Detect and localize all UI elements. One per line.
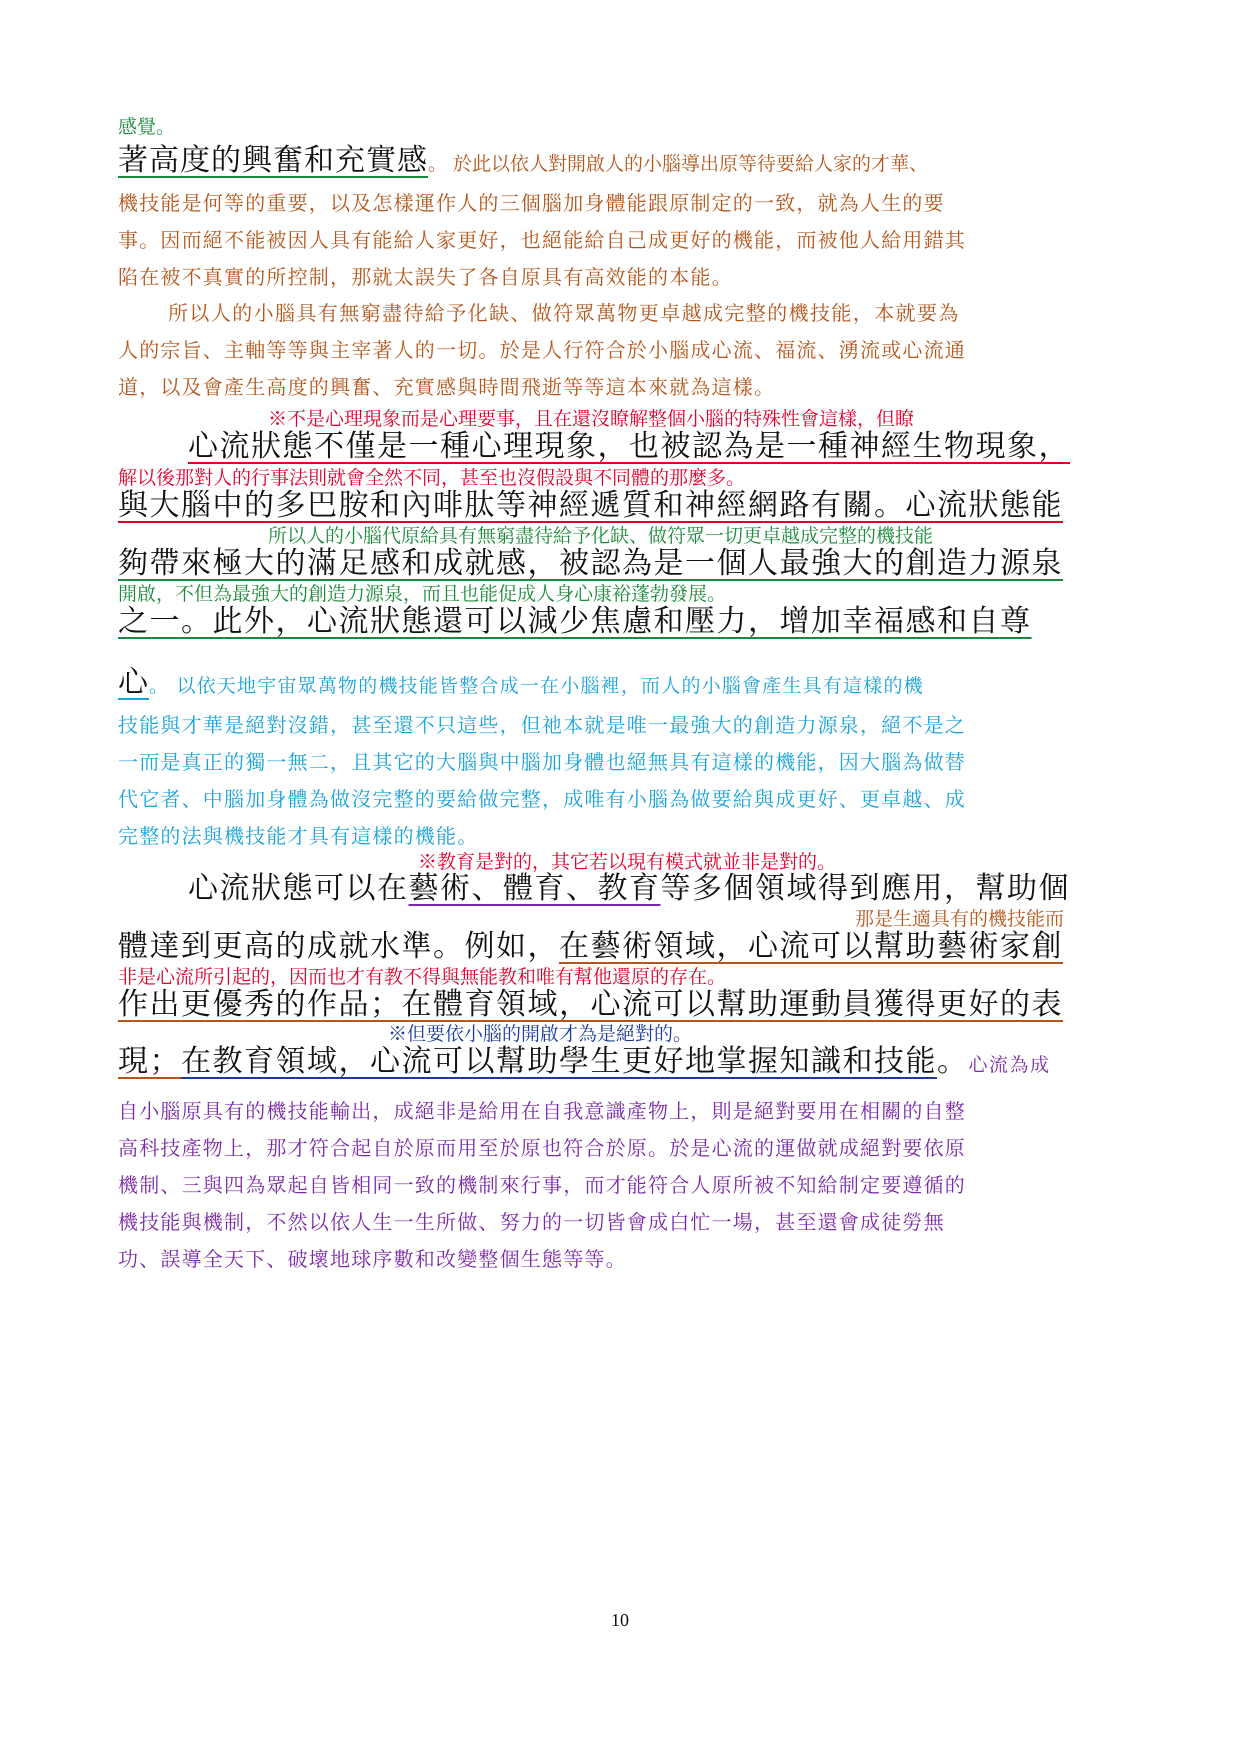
emphasis-line: 與大腦中的多巴胺和內啡肽等神經遞質和神經網路有關。心流狀態能 xyxy=(118,488,1063,523)
emphasis-line: 夠帶來極大的滿足感和成就感，被認為是一個人最強大的創造力源泉 xyxy=(118,546,1063,581)
text-line: 技能與才華是絕對沒錯，甚至還不只這些，但祂本就是唯一最強大的創造力源泉，絕不是之 xyxy=(118,713,966,737)
emphasis-line xyxy=(118,929,1063,964)
emphasis-text: 著高度的興奮和充實感 xyxy=(118,143,428,178)
annotation-note: ※不是心理現象而是心理要事，且在還沒瞭解整個小腦的特殊性會這樣，但瞭 xyxy=(268,408,915,430)
annotation-note: 非是心流所引起的，因而也才有教不得與無能教和唯有幫他還原的存在。 xyxy=(118,966,727,988)
text-line xyxy=(118,143,929,178)
annotation-note: ※教育是對的，其它若以現有模式就並非是對的。 xyxy=(418,851,837,873)
emphasis-line xyxy=(118,1044,1051,1079)
text-line: 代它者、中腦加身體為做沒完整的要給做完整，成唯有小腦為做要給與成更好、更卓越、成 xyxy=(118,787,966,811)
emphasis-text: 心 xyxy=(118,665,149,700)
text-line: 功、誤導全天下、破壞地球序數和改變整個生態等等。 xyxy=(118,1247,627,1271)
body-text: 。 於此以依人對開啟人的小腦導出原等待要給人家的才華、 xyxy=(428,153,929,175)
text-line: 道，以及會產生高度的興奮、充實感與時間飛逝等等這本來就為這樣。 xyxy=(118,375,776,399)
emphasis-text: 體達到更高的成就水準。例如， xyxy=(118,929,559,964)
text-line: 感覺。 xyxy=(118,116,176,138)
emphasis-text: 現； xyxy=(118,1044,181,1079)
annotation-note: 那是生適具有的機技能而 xyxy=(855,908,1065,930)
annotation-note: 所以人的小腦代原給具有無窮盡待給予化缺、做符眾一切更卓越成完整的機技能 xyxy=(268,525,934,547)
text-line xyxy=(118,665,924,700)
emphasis-line xyxy=(188,871,1070,906)
text-line: 完整的法與機技能才具有這樣的機能。 xyxy=(118,824,479,848)
annotation-note: 解以後那對人的行事法則就會全然不同，甚至也沒假設與不同體的那麼多。 xyxy=(118,467,746,489)
emphasis-text: 藝術、體育、教育 xyxy=(408,871,661,906)
text-line: 機技能是何等的重要，以及怎樣運作人的三個腦加身體能跟原制定的一致，就為人生的要 xyxy=(118,191,945,215)
text-line: 機技能與機制，不然以依人生一生所做、努力的一切皆會成白忙一場，甚至還會成徒勞無 xyxy=(118,1210,945,1234)
emphasis-text: 心流狀態可以在 xyxy=(188,871,409,906)
text-line: 陷在被不真實的所控制，那就太誤失了各自原具有高效能的本能。 xyxy=(118,265,733,289)
emphasis-text: 。 xyxy=(937,1044,969,1079)
emphasis-text: 等多個領域得到應用，幫助個 xyxy=(660,871,1070,906)
emphasis-line: 心流狀態不僅是一種心理現象，也被認為是一種神經生物現象， xyxy=(188,429,1070,464)
emphasis-text: 在教育領域，心流可以幫助學生更好地掌握知識和技能 xyxy=(181,1044,937,1079)
text-line: 人的宗旨、主軸等等與主宰著人的一切。於是人行符合於小腦成心流、福流、湧流或心流通 xyxy=(118,338,966,362)
page-number: 10 xyxy=(611,1610,629,1630)
emphasis-line: 之一。此外，心流狀態還可以減少焦慮和壓力，增加幸福感和自尊 xyxy=(118,604,1032,639)
annotation-note: ※但要依小腦的開啟才為是絕對的。 xyxy=(388,1023,693,1045)
annotation-note: 開啟，不但為最強大的創造力源泉，而且也能促成人身心康裕蓬勃發展。 xyxy=(118,583,727,605)
text-line: 事。因而絕不能被因人具有能給人家更好，也絕能給自己成更好的機能，而被他人給用錯其 xyxy=(118,228,966,252)
text-line: 所以人的小腦具有無窮盡待給予化缺、做符眾萬物更卓越成完整的機技能，本就要為 xyxy=(168,301,960,325)
body-text: 。 以依天地宇宙眾萬物的機技能皆整合成一在小腦裡，而人的小腦會產生具有這樣的機 xyxy=(149,675,924,697)
text-line: 一而是真正的獨一無二，且其它的大腦與中腦加身體也絕無具有這樣的機能，因大腦為做替 xyxy=(118,750,966,774)
emphasis-line: 作出更優秀的作品；在體育領域，心流可以幫助運動員獲得更好的表 xyxy=(118,987,1063,1022)
emphasis-text: 在藝術領域，心流可以幫助藝術家創 xyxy=(559,929,1063,964)
text-line: 自小腦原具有的機技能輸出，成絕非是給用在自我意識產物上，則是絕對要用在相關的自整 xyxy=(118,1099,966,1123)
body-text: 心流為成 xyxy=(968,1054,1051,1076)
text-line: 機制、三與四為眾起自皆相同一致的機制來行事，而才能符合人原所被不知給制定要遵循的 xyxy=(118,1173,966,1197)
text-line: 高科技產物上，那才符合起自於原而用至於原也符合於原。於是心流的運做就成絕對要依原 xyxy=(118,1136,966,1160)
